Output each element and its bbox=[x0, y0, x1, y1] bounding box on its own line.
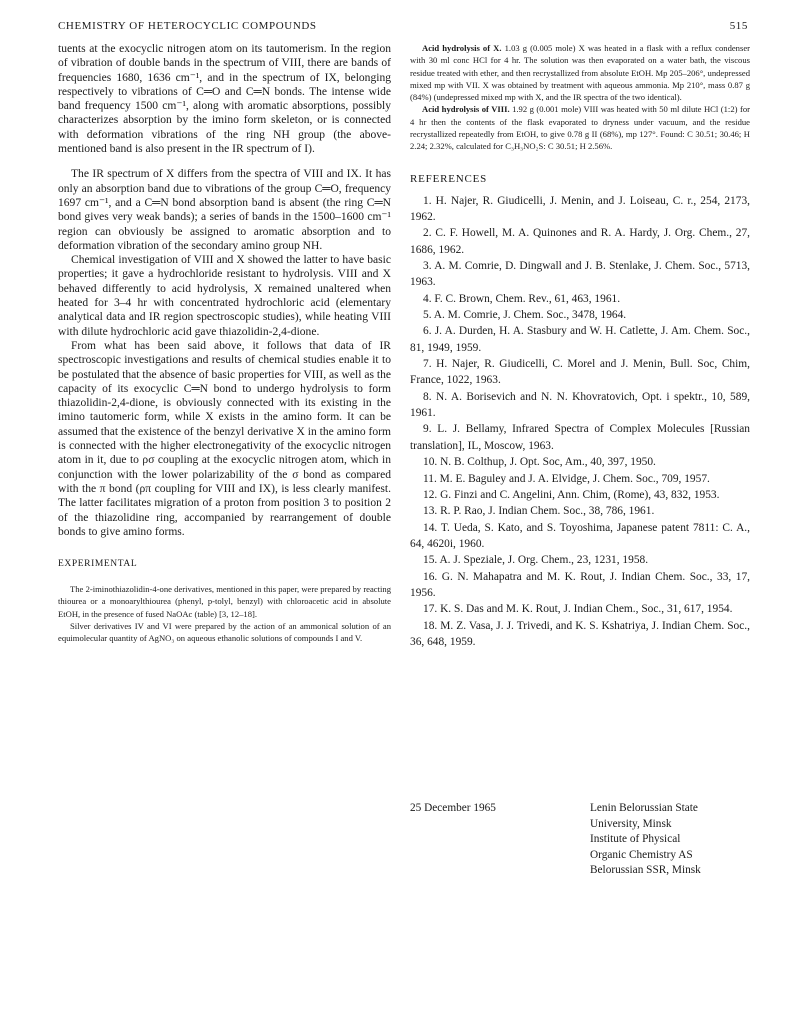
reference-item: 8. N. A. Borisevich and N. N. Khovratovich, Opt. i spektr., 10, 589, 1961. bbox=[410, 390, 750, 420]
received-date: 25 December 1965 bbox=[410, 802, 496, 814]
body-paragraph: The IR spectrum of X differs from the spectra of VIII and IX. It has only an absorption band due to vibrations of the group C═O, frequency 1697 cm⁻¹, and a C═N bond absorption band is absent (the ring C═N bond gives very weak bands); a series of bands in the 1500–1600 cm⁻¹ region can obviously be assigned to aromatic absorption and to deformation vibration of the secondary amino group NH. bbox=[58, 168, 391, 252]
hydrolysis-x-paragraph bbox=[410, 42, 750, 103]
references-heading: REFERENCES bbox=[410, 172, 488, 185]
hydrolysis-viii-runin: Acid hydrolysis of VIII. bbox=[422, 104, 510, 115]
journal-title: CHEMISTRY OF HETEROCYCLIC COMPOUNDS bbox=[58, 20, 317, 32]
reference-item: 12. G. Finzi and C. Angelini, Ann. Chim, (Rome), 43, 832, 1953. bbox=[423, 488, 720, 501]
reference-item: 1. H. Najer, R. Giudicelli, J. Menin, and J. Loiseau, C. r., 254, 2173, 1962. bbox=[410, 194, 750, 224]
reference-item: 2. C. F. Howell, M. A. Quinones and R. A. Hardy, J. Org. Chem., 27, 1686, 1962. bbox=[410, 227, 750, 256]
right-column bbox=[410, 42, 750, 650]
experimental-paragraph: The 2-iminothiazolidin-4-one derivatives, mentioned in this paper, were prepared by reacting thiourea or a monoarylthiourea (phenyl, p-tolyl, benzyl) with chloroacetic acid in absolute EtOH, in the presence of fused NaOAc (table) [3, 12–18]. bbox=[58, 584, 391, 619]
author-affiliation bbox=[590, 801, 750, 879]
hydrolysis-x-text: 1.03 g (0.005 mole) X was heated in a flask with a reflux condenser with 30 ml conc HCl for 4 hr. The solution was then evaporated on a water bath, the viscous residue treated with ether, and then recrystallized from absolute EtOH. Mp 205–206°, undepressed mixed mp with VII. X was obtained by treatment with aqueous ammonia. Mp 210°, mass 0.87 g (84%) (undepressed mixed mp with X, and the IR spectra of the two identical). bbox=[410, 43, 751, 103]
affiliation-line: Organic Chemistry AS bbox=[590, 848, 693, 861]
body-paragraph: tuents at the exocyclic nitrogen atom on its tautomerism. In the region of vibration of double bands in the spectrum of VIII, there are bands of frequencies 1680, 1636 cm⁻¹, and in the spectrum of IX, belonging respectively to vibrations of C═O and C═N bonds. The intense wide band frequency 1500 cm⁻¹, along with aromatic absorptions, possibly characterizes absorption by the imino form skeleton, or is connected with deformation vibrations of the ring NH group (the above-mentioned band is also present in the IR spectrum of I). bbox=[58, 43, 391, 156]
reference-item: 9. L. J. Bellamy, Infrared Spectra of Complex Molecules [Russian translation], IL, Moscow, 1963. bbox=[410, 423, 750, 452]
reference-item: 11. M. E. Baguley and J. A. Elvidge, J. Chem. Soc., 709, 1957. bbox=[423, 472, 710, 485]
hydrolysis-x-runin: Acid hydrolysis of X. bbox=[422, 43, 502, 53]
reference-item: 18. M. Z. Vasa, J. J. Trivedi, and K. S. Kshatriya, J. Indian Chem. Soc., 36, 648, 1959. bbox=[410, 619, 750, 648]
hydrolysis-viii-paragraph bbox=[410, 103, 750, 152]
reference-item: 7. H. Najer, R. Giudicelli, C. Morel and J. Menin, Bull. Soc, Chim, France, 1022, 1963. bbox=[410, 358, 750, 387]
article-footer bbox=[410, 801, 750, 879]
running-head bbox=[58, 20, 748, 32]
reference-item: 10. N. B. Colthup, J. Opt. Soc, Am., 40, 397, 1950. bbox=[423, 456, 656, 469]
reference-item: 13. R. P. Rao, J. Indian Chem. Soc., 38, 786, 1961. bbox=[423, 505, 655, 518]
reference-item: 16. G. N. Mahapatra and M. K. Rout, J. Indian Chem. Soc., 33, 17, 1956. bbox=[410, 570, 750, 599]
hydrolysis-viii-text: 1.92 g (0.001 mole) VIII was heated with 50 ml dilute HCl (1:2) for 4 hr then the contents of the flask evaporated to dryness under vacuum, and the residue recrystallized repeatedly from EtOH, to give 0.78 g II (68%), mp 127°. Found: C 30.51; 30.46; H 2.24; 2.32%, calculated for C₃H₃NO₂S: C 30.51; H 2.56%. bbox=[410, 104, 750, 152]
affiliation-line: Institute of Physical bbox=[590, 833, 681, 845]
affiliation-line: Belorussian SSR, Minsk bbox=[590, 864, 701, 876]
page-number: 515 bbox=[729, 20, 748, 32]
left-column bbox=[58, 42, 391, 645]
reference-item: 4. F. C. Brown, Chem. Rev., 61, 463, 1961. bbox=[423, 292, 621, 305]
body-paragraph: From what has been said above, it follows that data of IR spectroscopic investigations and results of chemical studies enable it to be postulated that the absence of basic properties for VIII, as well as the capacity of its exocyclic C═N bond to undergo hydrolysis to form thiazolidin-2,4-dione, is obviously connected with its existing in the imino tautomeric form, while X exists in the amino form. It can be assumed that the existence of the benzyl derivative X in the amino form is connected with the higher electronegativity of the exocyclic nitrogen atom in it, due to ρσ coupling at the exocyclic nitrogen atom, which in conjunction with the lower polarizability of the σ bond as compared with the π bond (ρπ coupling for VIII and IX), is less clearly manifest. The latter facilitates migration of a proton from position 3 to position 2 of the thiazolidine ring, accompanied by rearrangement of double bonds to give amino forms. bbox=[58, 339, 391, 538]
reference-item: 14. T. Ueda, S. Kato, and S. Toyoshima, Japanese patent 7811: C. A., 64, 4620i, 1960. bbox=[410, 521, 750, 550]
experimental-paragraph: Silver derivatives IV and VI were prepared by the action of an ammonical solution of an equimolecular quantity of AgNO₃ on aqueous ethanolic solutions of compounds I and V. bbox=[58, 620, 391, 644]
affiliation-line: University, Minsk bbox=[590, 817, 672, 830]
reference-item: 3. A. M. Comrie, D. Dingwall and J. B. Stenlake, J. Chem. Soc., 5713, 1963. bbox=[410, 260, 750, 289]
reference-item: 15. A. J. Speziale, J. Org. Chem., 23, 1231, 1958. bbox=[423, 554, 649, 567]
reference-item: 5. A. M. Comrie, J. Chem. Soc., 3478, 1964. bbox=[423, 309, 627, 322]
body-paragraph: Chemical investigation of VIII and X showed the latter to have basic properties; it gave a hydrochloride resistant to hydrolysis. VIII and X behaved differently to acid hydrolysis, X remained unaltered when heated for 3–4 hr with concentrated hydrochloric acid (elementary analytical data and IR region spectroscopic studies), while heating VIII with dilute hydrochloric acid gave thiazolidin-2,4-dione. bbox=[58, 254, 391, 338]
reference-item: 17. K. S. Das and M. K. Rout, J. Indian Chem., Soc., 31, 617, 1954. bbox=[423, 603, 733, 616]
experimental-heading: EXPERIMENTAL bbox=[58, 559, 138, 570]
reference-item: 6. J. A. Durden, H. A. Stasbury and W. H. Catlette, J. Am. Chem. Soc., 81, 1949, 1959. bbox=[410, 325, 750, 354]
affiliation-line: Lenin Belorussian State bbox=[590, 802, 698, 814]
reference-list bbox=[410, 193, 750, 651]
